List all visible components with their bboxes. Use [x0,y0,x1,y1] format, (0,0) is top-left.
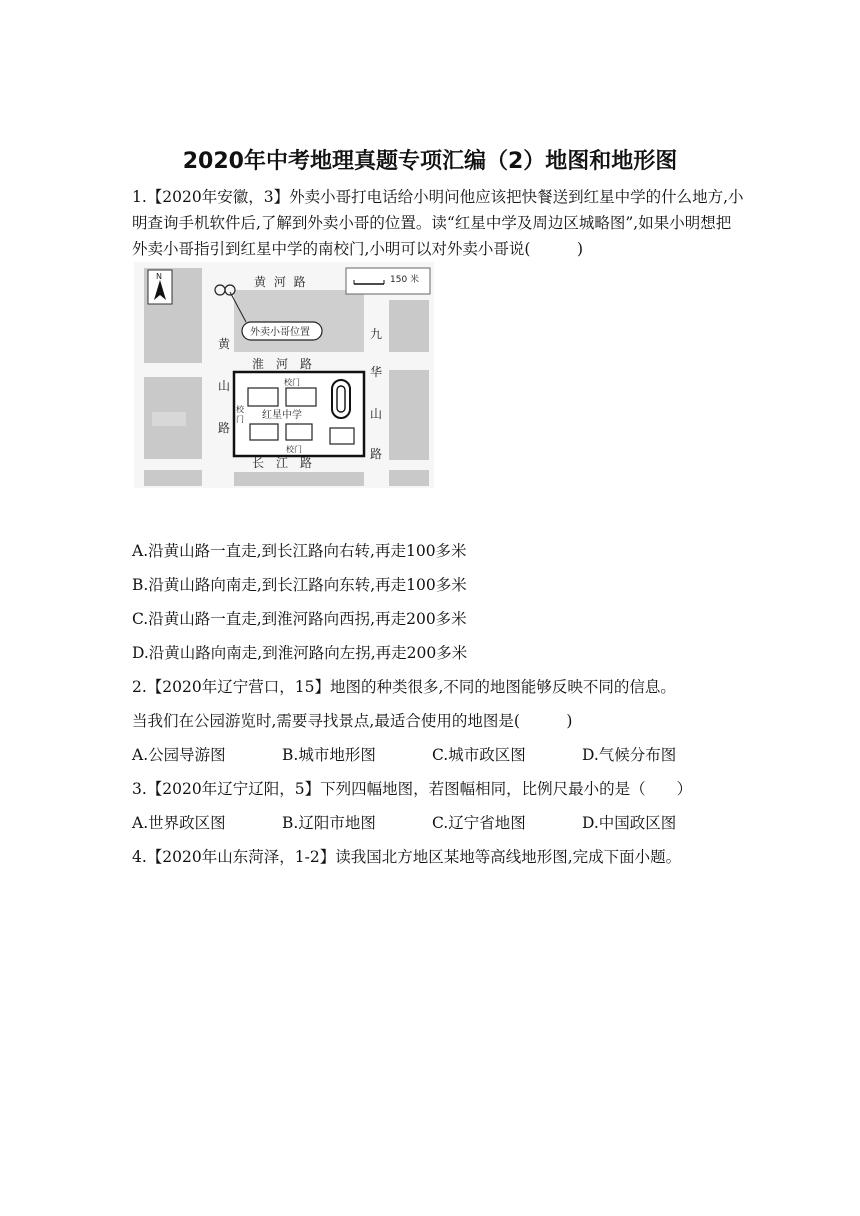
map-figure [134,262,434,488]
q2-line-2: 当我们在公园游览时,需要寻找景点,最适合使用的地图是( ) [132,712,573,730]
q4-line: 4.【2020年山东菏泽，1-2】读我国北方地区某地等高线地形图,完成下面小题。 [132,848,682,866]
courier-label: 外卖小哥位置 [250,327,310,338]
road-huanghe: 黄 河 路 [254,275,308,289]
map-block [234,472,364,486]
page-title: 2020年中考地理真题专项汇编（2）地图和地形图 [182,149,678,174]
north-label: N [156,272,162,281]
map-block [234,290,364,352]
road-jiuhuashan-4: 路 [370,447,383,461]
road-jiuhuashan-2: 华 [370,365,383,379]
road-huangshan-1: 黄 [218,337,231,351]
q1-option-b: B.沿黄山路向南走,到长江路向东转,再走100多米 [132,576,467,594]
q1-option-a: A.沿黄山路一直走,到长江路向右转,再走100多米 [132,542,467,560]
q2-options [132,743,676,765]
q3-line: 3.【2020年辽宁辽阳，5】下列四幅地图，若图幅相同，比例尺最小的是（ ） [132,780,693,798]
scale-label: 150 米 [390,275,420,285]
map-block [389,370,429,460]
school-area-map [134,262,434,488]
q1-line-1: 1.【2020年安徽，3】外卖小哥打电话给小明问他应该把快餐送到红星中学的什么地方,小 [132,188,744,206]
map-block [389,470,429,486]
map-block [389,300,429,352]
school-label: 红星中学 [262,410,302,421]
q1-option-c: C.沿黄山路一直走,到淮河路向西拐,再走200多米 [132,610,467,628]
gate-south-label: 校门 [286,445,302,454]
q1-line-2: 明查询手机软件后,了解到外卖小哥的位置。读“红星中学及周边区城略图”,如果小明想把 [132,214,732,232]
road-huangshan-3: 路 [218,421,231,435]
road-changjiang: 长 江 路 [252,456,313,470]
gate-north-label: 校门 [284,378,300,387]
q1-line-3: 外卖小哥指引到红星中学的南校门,小明可以对外卖小哥说( ) [132,240,584,258]
q2-option-c: C.城市政区图 [432,746,526,764]
q3-option-a: A.世界政区图 [132,814,226,832]
q2-line-1: 2.【2020年辽宁营口，15】地图的种类很多,不同的地图能够反映不同的信息。 [132,678,676,696]
road-huangshan-2: 山 [218,379,231,393]
q2-option-a: A.公园导游图 [132,746,226,764]
q1-option-d: D.沿黄山路向南走,到淮河路向左拐,再走200多米 [132,644,468,662]
map-smudge [152,412,186,426]
gate-west-label-2: 门 [236,415,244,424]
map-block [144,470,202,486]
road-jiuhuashan-3: 山 [370,407,383,421]
road-huaihe: 淮 河 路 [252,357,313,371]
q3-option-b: B.辽阳市地图 [282,814,376,832]
q3-options [132,811,676,833]
gate-west-label-1: 校 [236,405,244,414]
q3-option-c: C.辽宁省地图 [432,814,526,832]
q3-option-d: D.中国政区图 [582,814,677,832]
q2-option-d: D.气候分布图 [582,746,677,764]
road-jiuhuashan-1: 九 [370,327,383,341]
q2-option-b: B.城市地形图 [282,746,376,764]
